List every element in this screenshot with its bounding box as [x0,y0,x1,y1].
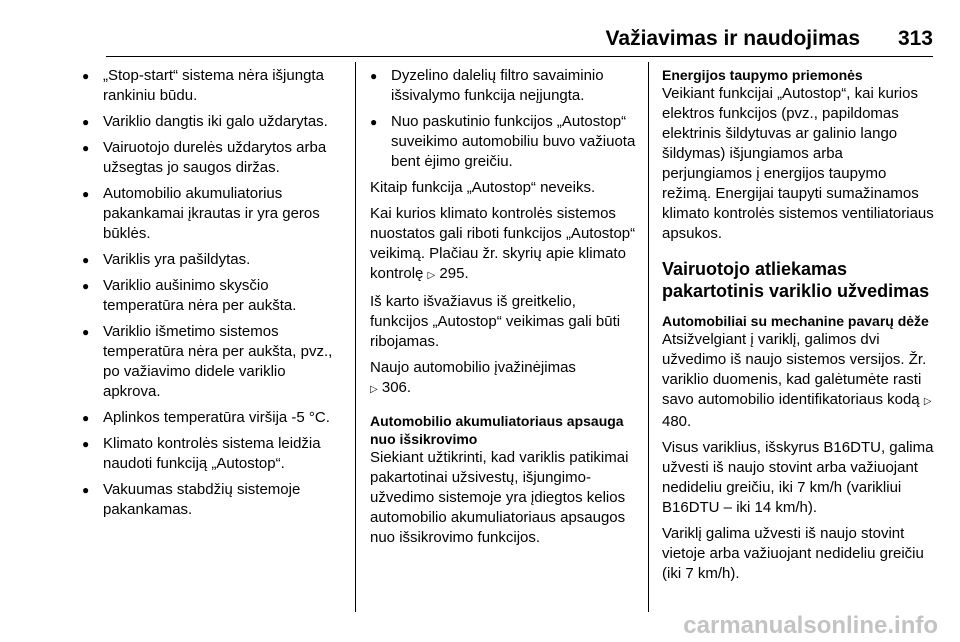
header-rule [106,56,933,57]
paragraph: Veikiant funkcijai „Autostop“, kai kurios elektros funkcijos (pvz., papildomas elektrinis šildytuvas ar galinio lango šildymas) išjungiamos arba perjungiamos į energijos taupymo režimą. Energijai taupyti sumažinamos klimato kontrolės sistemos ventiliatoriaus apsukos. [662,85,934,242]
column-2 [370,66,636,554]
list-item: ● Aplinkos temperatūra viršija -5 °C. [82,408,342,428]
page-header-title: Važiavimas ir naudojimas [605,27,860,50]
conditions-list-continued [370,66,636,172]
list-item: ● Klimato kontrolės sistema leidžia naudoti funkciją „Autostop“. [82,434,342,474]
paragraph [662,330,934,432]
list-item: ● Vairuotojo durelės uždarytos arba užsegtas jo saugos diržas. [82,138,342,178]
list-item: ● „Stop-start“ sistema nėra išjungta rankiniu būdu. [82,66,342,106]
list-item: ● Variklio dangtis iki galo uždarytas. [82,112,342,132]
paragraph-text: Atsižvelgiant į variklį, galimos dvi užvedimo iš naujo sistemos versijos. Žr. variklio duomenis, kad galėtumėte rasti savo automobilio identifikatoriaus kodą [662,331,927,408]
paragraph [370,358,636,400]
paragraph: Kitaip funkcija „Autostop“ neveiks. [370,179,596,196]
list-item: ● Dyzelino dalelių filtro savaiminio išsivalymo funkcija neįjungta. [370,66,636,106]
column-divider-right [648,62,649,612]
paragraph-text: Kai kurios klimato kontrolės sistemos nuostatos gali riboti funkcijos „Autostop“ veikimą. Plačiau žr. skyrių apie klimato kontrolę [370,205,636,282]
list-item: ● Variklio išmetimo sistemos temperatūra nėra per aukšta, pvz., po važiavimo didele variklio apkrova. [82,322,342,402]
conditions-list [82,66,342,520]
paragraph: Variklį galima užvesti iš naujo stovint vietoje arba važiuojant nedideliu greičiu (iki 7 km/h). [662,525,924,582]
column-3 [662,66,934,590]
column-1 [82,66,342,526]
triangle-right-icon: ▷ [427,270,436,281]
page-number: 313 [897,27,933,50]
triangle-right-icon: ▷ [923,396,932,407]
paragraph: Visus variklius, išskyrus B16DTU, galima užvesti iš naujo stovint arba važiuojant nedideliu greičiu, iki 7 km/h (varikliui B16DTU – iki 14 km/h). [662,439,934,516]
list-item: ● Variklis yra pašildytas. [82,250,342,270]
list-item: ● Nuo paskutinio funkcijos „Autostop“ suveikimo automobiliu buvo važiuota bent ėjimo greičiu. [370,112,636,172]
watermark: carmanualsonline.info [683,612,938,639]
triangle-right-icon: ▷ [370,384,378,395]
subheading: Energijos taupymo priemonės [662,67,863,83]
paragraph-text: Naujo automobilio įvažinėjimas [370,359,576,376]
page-ref[interactable]: 480. [662,413,692,430]
section-heading: Vairuotojo atliekamas pakartotinis variklio užvedimas [662,259,930,301]
paragraph: Iš karto išvažiavus iš greitkelio, funkcijos „Autostop“ veikimas gali būti ribojamas. [370,293,621,350]
list-item: ● Vakuumas stabdžių sistemoje pakankamas. [82,480,342,520]
list-item: ● Variklio aušinimo skysčio temperatūra nėra per aukšta. [82,276,342,316]
page-ref[interactable]: 306. [381,379,412,396]
subheading: Automobiliai su mechanine pavarų dėže [662,313,929,329]
paragraph [370,204,636,286]
paragraph: Siekiant užtikrinti, kad variklis patikimai pakartotinai užsivestų, išjungimo-užvedimo sistemoje yra įdiegtos kelios automobilio akumuliatoriaus apsaugos nuo išsikrovimo funkcijos. [370,449,629,546]
list-item: ● Automobilio akumuliatorius pakankamai įkrautas ir yra geros būklės. [82,184,342,244]
subheading: Automobilio akumuliatoriaus apsauga nuo išsikrovimo [370,413,624,447]
page-ref[interactable]: 295. [439,265,469,282]
column-divider-left [355,62,356,612]
